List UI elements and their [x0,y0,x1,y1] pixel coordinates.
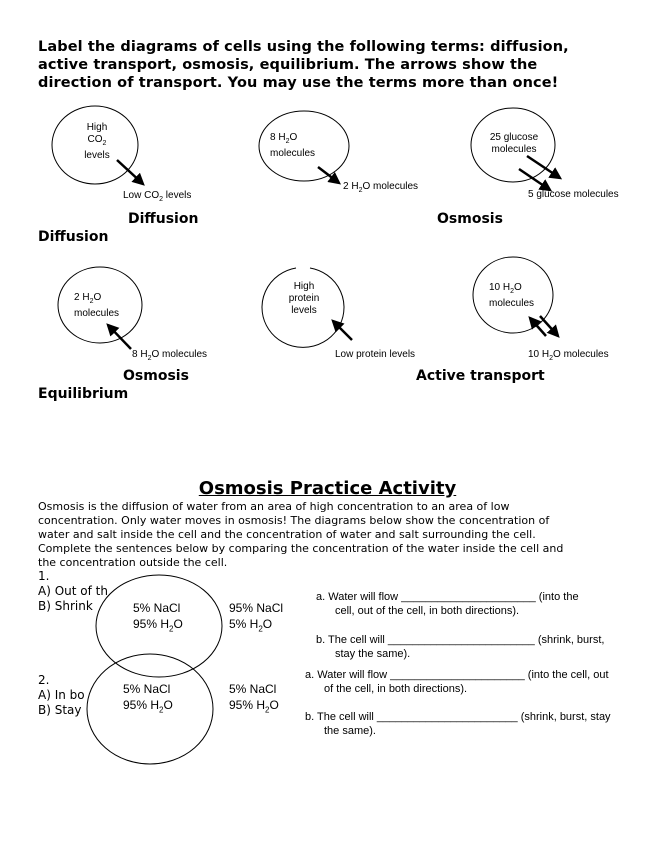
problem-1-inside-salt: 5% NaCl [133,601,181,615]
cell-3-arrow-1 [527,156,560,178]
problem-2-outside-salt: 5% NaCl [229,682,277,696]
cell-4-h2o-a: 2 H [74,292,90,303]
cell-3-inside-line-2: molecules [491,144,537,155]
cell-6-h2o-a: 10 H [489,282,511,293]
cell-3-inside-line-1: 25 glucose [489,132,539,143]
p1-out-w-a: 5% H [229,617,259,631]
cell-4-arrow [108,325,131,349]
problem-2-outside-water [229,697,279,718]
cell-5-inside-line-3: levels [291,305,317,316]
cell-6-inside-line-2: molecules [489,298,535,309]
cell-4-inside-line-2: molecules [74,308,120,319]
cell-3-arrow-2 [519,169,550,190]
p2-out-w-b: O [269,698,279,712]
cell-5-arrow [333,321,352,340]
answer-row2-b: Active transport [416,368,545,384]
cell-2-inside-line-2: molecules [270,148,316,159]
cell-6-inside-text [489,282,549,310]
p1-in-w-b: O [173,617,183,631]
answer-row1-c: Diffusion [38,229,109,245]
cell-4-inside-text [74,292,134,320]
cell-3-outside-text: 5 glucose molecules [528,189,619,200]
cell-1-co2-sub: 2 [102,140,107,147]
problem-1-qb-line-1: b. The cell will ________________________ (shrink, burst, [316,634,605,646]
cell-1-outside-text [123,190,191,203]
problem-1-inside-conc [133,600,183,637]
cell-4-outside-a: 8 H [132,349,148,360]
cell-5-inside-line-1: High [293,281,315,292]
problem-2-question-b [305,710,611,738]
p2-out-w-a: 95% H [229,698,266,712]
activity-paragraph-line-4: Complete the sentences below by comparing the concentration of the water inside the cell and [38,542,564,555]
instructions-line-3: direction of transport. You may use the terms more than once! [38,75,559,91]
cell-4-outside-text [132,349,207,362]
activity-paragraph-line-5: the concentration outside the cell. [38,556,228,569]
problem-1-answers [38,569,108,614]
problem-2-qb-line-1: b. The cell will _______________________ (shrink, burst, stay [305,711,611,723]
problem-2-answers [38,673,85,718]
problem-2-number: 2. [38,673,50,687]
activity-paragraph [38,500,618,570]
p2-in-w-a: 95% H [123,698,160,712]
cell-1-outside-b: levels [163,190,192,201]
cell-4-outside-b: O molecules [151,349,208,360]
p2-out-w-sub: 2 [265,705,270,715]
problem-2-answer-b: B) Stay [38,703,82,717]
cell-4-h2o-b: O [93,292,102,303]
cell-5-outside-text: Low protein levels [335,349,416,360]
p1-in-w-sub: 2 [169,624,174,634]
cell-2-outside-a: 2 H [343,181,359,192]
cell-3-inside-text [486,132,542,156]
problem-2-qa-line-1: a. Water will flow ______________________ (into the cell, out [305,669,609,681]
problem-1-outside-salt: 95% NaCl [229,601,284,615]
cell-6-inside-line-1 [489,282,549,298]
problem-1-inside-water [133,616,183,637]
problem-2-answer-a: A) In bo [38,688,85,702]
cell-5-inside-line-2: protein [288,293,320,304]
answer-row2-c: Equilibrium [38,386,129,402]
problem-1-outside-water [229,616,283,637]
cell-1-inside-line-1: High [86,122,108,133]
cell-6-outside-text [528,349,609,362]
activity-paragraph-line-2: concentration. Only water moves in osmosis! The diagrams below show the concentration of [38,514,550,527]
cell-4-inside-line-1 [74,292,134,308]
answer-row1-a: Diffusion [128,211,199,227]
cell-2-inside-line-1 [270,132,330,148]
answer-row1-b: Osmosis [437,211,503,227]
problem-2-inside-conc [123,681,173,718]
problem-1-answer-a: A) Out of th [38,584,108,598]
cell-6-outside-b: O molecules [553,349,609,360]
problem-1-question-a [316,590,579,618]
problem-1-outside-conc [229,600,283,637]
problem-1-qa-line-2: cell, out of the cell, in both directions). [335,605,520,617]
p2-in-w-sub: 2 [159,705,164,715]
activity-paragraph-line-1: Osmosis is the diffusion of water from an area of high concentration to an area of low [38,500,510,513]
cell-1-inside-line-3: levels [84,150,110,161]
problem-2-outside-conc [229,681,279,718]
problem-1-question-b [316,633,604,661]
problem-2-qa-line-2: of the cell, in both directions). [324,683,468,695]
cell-6-h2o-b: O [514,282,522,293]
cell-1-outside-a: Low CO [123,190,160,201]
cell-5-inside-text [281,281,327,317]
cell-6-outside-sub: 2 [549,355,554,362]
cell-1-arrow [117,160,143,184]
cell-2-h2o-b: O [289,132,298,143]
instructions-line-2: active transport, osmosis, equilibrium. The arrows show the [38,57,538,73]
cell-2-arrow [318,167,339,183]
cell-1-inside-text [72,122,122,162]
cell-2-outside-b: O molecules [362,181,419,192]
cell-2-outside-sub: 2 [358,187,363,194]
problem-1-answer-b: B) Shrink [38,599,93,613]
cell-4-h2o-sub: 2 [89,298,94,305]
cell-2-h2o-sub: 2 [285,138,290,145]
answer-row2-a: Osmosis [123,368,189,384]
cell-6-h2o-sub: 2 [510,288,515,295]
cell-2-h2o-a: 8 H [270,132,286,143]
problem-1-qb-line-2: stay the same). [335,648,411,660]
cell-2-outside-text [343,181,418,194]
p1-out-w-sub: 2 [258,624,263,634]
p1-in-w-a: 95% H [133,617,170,631]
instructions-line-1: Label the diagrams of cells using the following terms: diffusion, [38,39,569,55]
p1-out-w-b: O [262,617,273,631]
cell-2-inside-text [270,132,330,160]
cell-6-outside-a: 10 H [528,349,550,360]
activity-title: Osmosis Practice Activity [198,478,457,499]
problem-2-question-a [305,668,609,696]
problem-2-inside-salt: 5% NaCl [123,682,171,696]
problem-2-qb-line-2: the same). [324,725,376,737]
problem-1-number: 1. [38,569,50,583]
p2-in-w-b: O [163,698,173,712]
cell-1-outside-sub: 2 [159,196,164,203]
cell-1-inside-line-2 [72,134,122,150]
problem-2-inside-water [123,697,173,718]
problem-1-qa-line-1: a. Water will flow ______________________ (into the [316,591,579,603]
cell-1-co2: CO [87,134,103,145]
activity-paragraph-line-3: water and salt inside the cell and the concentration of water and salt surrounding the cell. [38,528,536,541]
cell-4-outside-sub: 2 [147,355,152,362]
